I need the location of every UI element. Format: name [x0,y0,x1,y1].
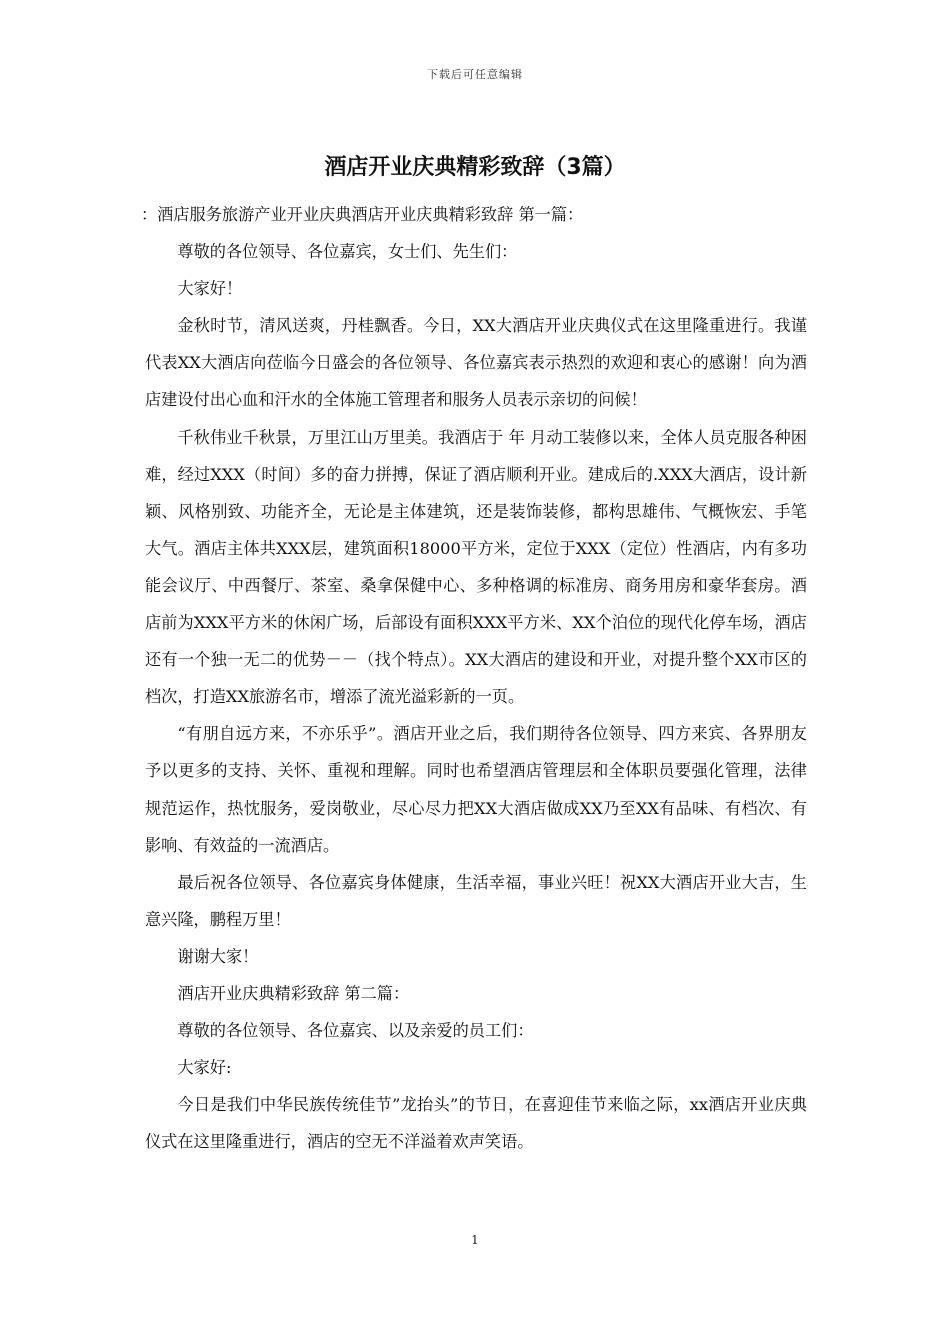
salutation: 尊敬的各位领导、各位嘉宾，女士们、先生们： [177,242,518,262]
page-number: 1 [471,1233,479,1247]
document-body [141,196,807,1160]
body-paragraph: 金秋时节，清风送爽，丹桂飘香。今日，XX大酒店开业庆典仪式在这里隆重进行。我谨代表XX大酒店向莅临今日盛会的各位领导、各位嘉宾表示热烈的欢迎和衷心的感谢！向为酒店建设付出心血和汗水的全体施工管理者和服务人员表示亲切的问候！ [145,316,807,410]
document-title: 酒店开业庆典精彩致辞（3篇） [324,155,626,180]
greeting: 大家好！ [177,279,243,299]
greeting: 大家好: [177,1058,232,1078]
section-heading-first: ：酒店服务旅游产业开业庆典酒店开业庆典精彩致辞 第一篇： [141,205,584,224]
body-paragraph: 最后祝各位领导、各位嘉宾身体健康，生活幸福，事业兴旺！祝XX大酒店开业大吉，生意兴隆，鹏程万里！ [145,872,807,929]
header-note: 下载后可任意编辑 [427,68,523,81]
body-paragraph: “有朋自远方来，不亦乐乎”。酒店开业之后，我们期待各位领导、四方来宾、各界朋友予以更多的支持、关怀、重视和理解。同时也希望酒店管理层和全体职员要强化管理，法律规范运作，热忱服务，爱岗敬业，尽心尽力把XX大酒店做成XX乃至XX有品味、有档次、有影响、有效益的一流酒店。 [145,724,807,855]
body-paragraph: 千秋伟业千秋景，万里江山万里美。我酒店于 年 月动工装修以来，全体人员克服各种困难，经过XXX（时间）多的奋力拼搏，保证了酒店顺利开业。建成后的.XXX大酒店，设计新颖、风格别致、功能齐全，无论是主体建筑，还是装饰装修，都构思雄伟、气概恢宏、手笔大气。酒店主体共XXX层，建筑面积18000平方米，定位于XXX（定位）性酒店，内有多功能会议厅、中西餐厅、茶室、桑拿保健中心、多种格调的标准房、商务用房和豪华套房。酒店前为XXX平方米的休闲广场，后部设有面积XXX平方米、XX个泊位的现代化停车场，酒店还有一个独一无二的优势－－（找个特点）。XX大酒店的建设和开业，对提升整个XX市区的档次，打造XX旅游名市，增添了流光溢彩新的一页。 [145,427,807,707]
closing-thanks: 谢谢大家！ [177,946,259,966]
salutation: 尊敬的各位领导、各位嘉宾、以及亲爱的员工们： [177,1021,534,1041]
section-heading-second: 酒店开业庆典精彩致辞 第二篇： [177,983,410,1003]
body-paragraph: 今日是我们中华民族传统佳节”龙抬头”的节日，在喜迎佳节来临之际，xx酒店开业庆典仪式在这里隆重进行，酒店的空无不洋溢着欢声笑语。 [145,1095,807,1152]
